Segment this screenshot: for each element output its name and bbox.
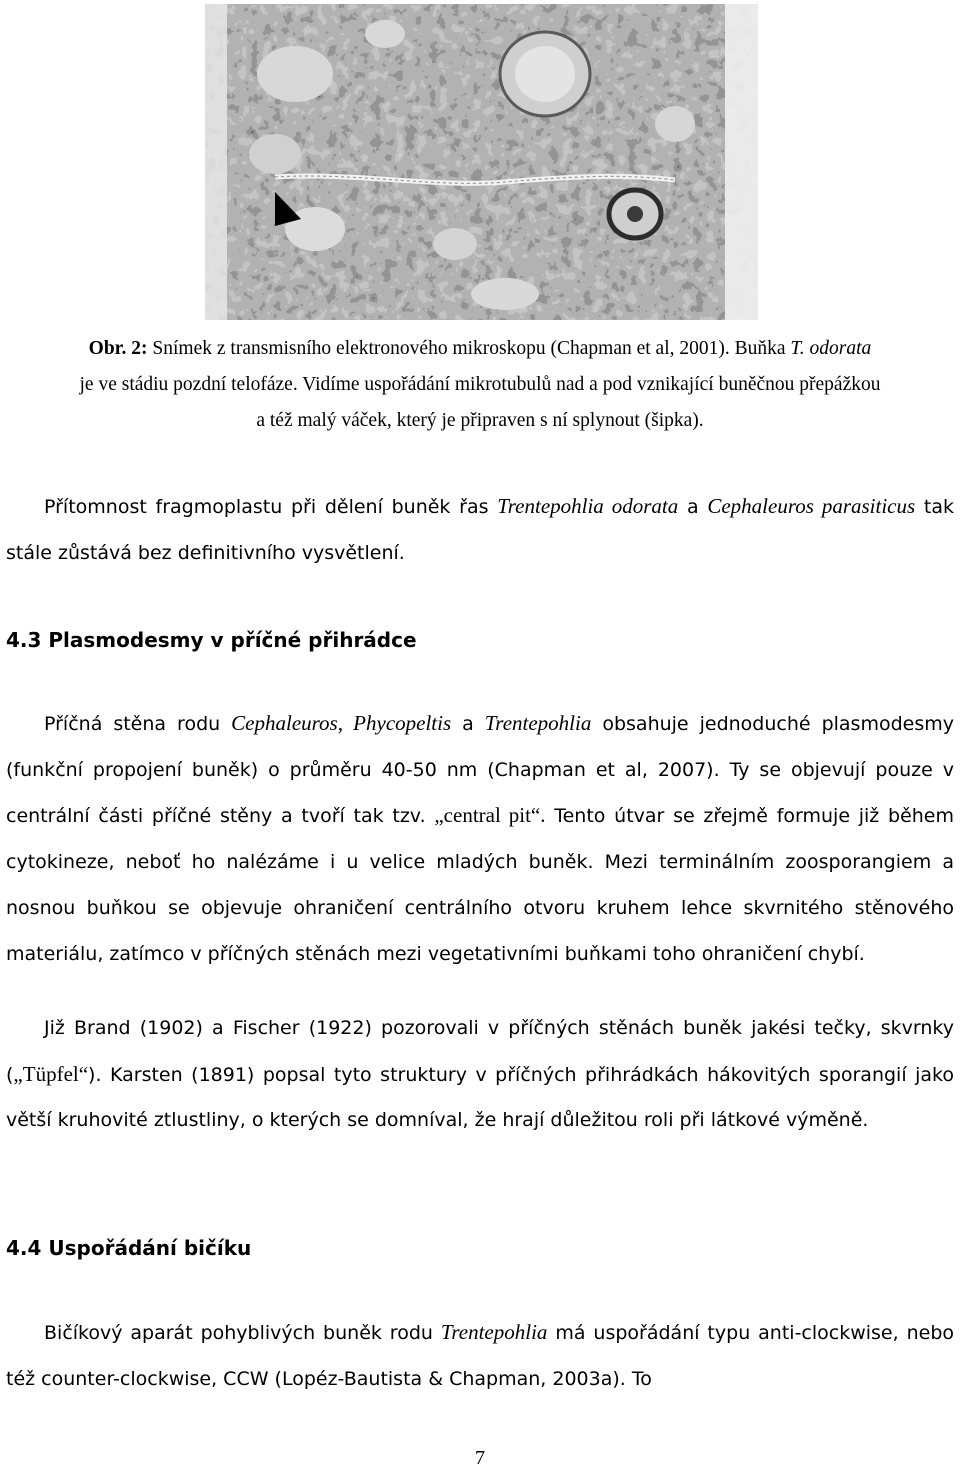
section-heading-4-4: 4.4 Uspořádání bičíku bbox=[6, 1236, 252, 1260]
section-heading-4-3: 4.3 Plasmodesmy v příčné přihrádce bbox=[6, 628, 417, 652]
figure-caption-line-3: a též malý váček, který je připraven s ní splynout (šipka). bbox=[256, 410, 704, 431]
figure-label: Obr. 2: bbox=[88, 338, 148, 359]
figure-caption-line-2: je ve stádiu pozdní telofáze. Vidíme uspořádání mikrotubulů nad a pod vznikající buněčnou přepážkou bbox=[79, 374, 881, 395]
micrograph-figure bbox=[205, 4, 758, 320]
paragraph-bicik: Bičíkový aparát pohyblivých buněk rodu Trentepohlia má uspořádání typu anti-clockwise, nebo též counter-clockwise, CCW (Lopéz-Bautista & Chapman, 2003a). To bbox=[6, 1320, 955, 1390]
paragraph-brand-fischer: Již Brand (1902) a Fischer (1922) pozorovali v příčných stěnách buněk jakési tečky, skvrnky („Tüpfel“). Karsten (1891) popsal tyto struktury v příčných přihrádkách hákovitých sporangií jako větší kruhovité ztlustliny, o kterých se domníval, že hrají důležitou roli při látkové výměně. bbox=[6, 1017, 954, 1132]
figure-caption-line-1: Obr. 2: Snímek z transmisního elektronového mikroskopu (Chapman et al, 2001). Buňka T. odorata bbox=[88, 338, 872, 359]
paragraph-fragmoplast: Přítomnost fragmoplastu při dělení buněk řas Trentepohlia odorata a Cephaleuros parasiticus tak stále zůstává bez definitivního vysvětlení. bbox=[6, 494, 954, 564]
paragraph-plasmodesmy: Příčná stěna rodu Cephaleuros, Phycopeltis a Trentepohlia obsahuje jednoduché plasmodesmy (funkční propojení buněk) o průměru 40-50 nm (Chapman et al, 2007). Ty se objevují pouze v centrální části příčné stěny a tvoří tak tzv. „central pit“. Tento útvar se zřejmě formuje již během cytokineze, neboť ho nalézáme i u velice mladých buněk. Mezi terminálním zoosporangiem a nosnou buňkou se objevuje ohraničení centrálního otvoru kruhem lehce skvrnitého stěnového materiálu, zatímco v příčných stěnách mezi vegetativními buňkami toho ohraničení chybí. bbox=[6, 711, 955, 965]
micrograph-image bbox=[205, 4, 758, 320]
page-number: 7 bbox=[475, 1447, 485, 1469]
